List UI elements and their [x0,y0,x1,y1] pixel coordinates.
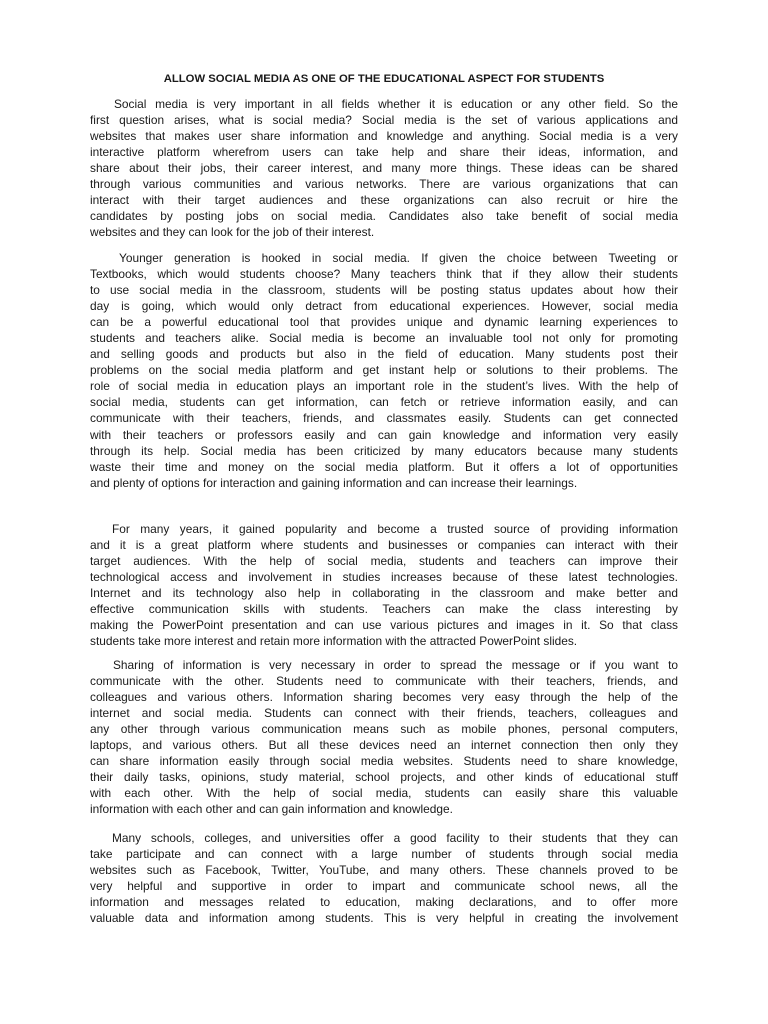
text-line: and it is a great platform where students and businesses or companies can interact with their [90,538,678,553]
paragraph [90,250,678,491]
text-line: Many schools, colleges, and universities offer a good facility to their students that they can [112,831,678,845]
text-line: through various communities and various networks. There are various organizations that can [90,177,678,192]
text-line: candidates by posting jobs on social media. Candidates also take benefit of social media [90,209,678,224]
text-line: very helpful and supportive in order to impart and communicate school news, all the [90,879,678,894]
text-line: effective communication skills with students. Teachers can make the class interesting by [90,602,678,617]
text-line: can share information easily through social media websites. Students need to share knowledge, [90,754,678,769]
text-line: first question arises, what is social media? Social media is the set of various applications and [90,113,678,128]
text-line: their daily tasks, opinions, study material, school projects, and other kinds of educational stuff [90,770,678,785]
text-line: communicate with their teachers, friends, and classmates easily. Students can get connected [90,411,678,426]
document-title: ALLOW SOCIAL MEDIA AS ONE OF THE EDUCATIONAL ASPECT FOR STUDENTS [163,73,605,85]
text-line: students and teachers alike. Social media is become an invaluable tool not only for promoting [90,331,678,346]
text-line: with their teachers or professors easily and can gain knowledge and information very easily [90,427,678,442]
text-line: through its help. Social media has been criticized by many educators because many students [90,443,678,458]
text-line: role of social media in education plays an important role in the student’s lives. With the help of [90,379,678,394]
text-line: making the PowerPoint presentation and can use various pictures and images in it. So that class [90,618,678,633]
text-line: information and messages related to education, making declarations, and to offer more [90,895,678,910]
text-line: internet and social media. Students can connect with their friends, teachers, colleagues and [90,706,678,721]
text-line: communicate with the other. Students need to communicate with their teachers, friends, and [90,674,678,689]
text-line: interact with their target audiences and these organizations can also recruit or hire the [90,193,678,208]
text-line: share about their jobs, their career interest, and many more things. These ideas can be shared [90,161,678,176]
text-line: Internet and its technology also help in collaborating in the classroom and make better and [90,586,678,601]
text-line: take participate and can connect with a large number of students through social media [90,847,678,862]
text-line: social media, students can get information, can fetch or retrieve information easily, and can [90,395,678,410]
text-line: students take more interest and retain more information with the attracted PowerPoint slides. [90,634,578,649]
text-line: any other through various communication means such as mobile phones, personal computers, [90,722,678,737]
paragraph [90,657,678,817]
text-line: Younger generation is hooked in social media. If given the choice between Tweeting or [119,251,678,265]
text-line: problems on the social media platform and get instant help or solutions to their problems. The [90,363,678,378]
text-line: websites that makes user share information and knowledge and anything. Social media is a very [90,129,678,144]
text-line: colleagues and various others. Information sharing becomes very easy through the help of the [90,690,678,705]
text-line: laptops, and various others. But all these devices need an internet connection then only they [90,738,678,753]
text-line: waste their time and money on the social media platform. But it offers a lot of opportunities [90,459,678,474]
text-line: to use social media in the classroom, students will be posting status updates about how their [90,283,678,298]
text-line: day is going, which would only detract from educational experiences. However, social media [90,299,678,314]
text-line: information with each other and can gain information and knowledge. [90,802,453,817]
paragraph [90,521,678,649]
text-line: websites and they can look for the job of their interest. [90,225,375,240]
text-line: Sharing of information is very necessary in order to spread the message or if you want to [113,658,678,672]
text-line: with each other. With the help of social media, students can easily share this valuable [90,786,678,801]
text-line: technological access and involvement in studies increases because of these latest technologies. [90,570,678,585]
text-line: Textbooks, which would students choose? Many teachers think that if they allow their students [90,267,678,282]
text-line: and plenty of options for interaction and gaining information and can increase their learnings. [90,475,578,490]
text-line: Social media is very important in all fields whether it is education or any other field. So the [114,97,678,111]
text-line: and selling goods and products but also in the field of education. Many students post their [90,347,678,362]
text-line: target audiences. With the help of social media, students and teachers can improve their [90,554,678,569]
text-line: websites such as Facebook, Twitter, YouTube, and many others. These channels proved to be [90,863,678,878]
text-line: can be a powerful educational tool that provides unique and dynamic learning experiences to [90,315,678,330]
paragraph [90,830,678,926]
text-line: For many years, it gained popularity and become a trusted source of providing information [112,522,678,536]
paragraph [90,96,678,240]
text-line: interactive platform wherefrom users can take help and share their ideas, information, and [90,145,678,160]
text-line: valuable data and information among students. This is very helpful in creating the involvement [90,911,678,926]
